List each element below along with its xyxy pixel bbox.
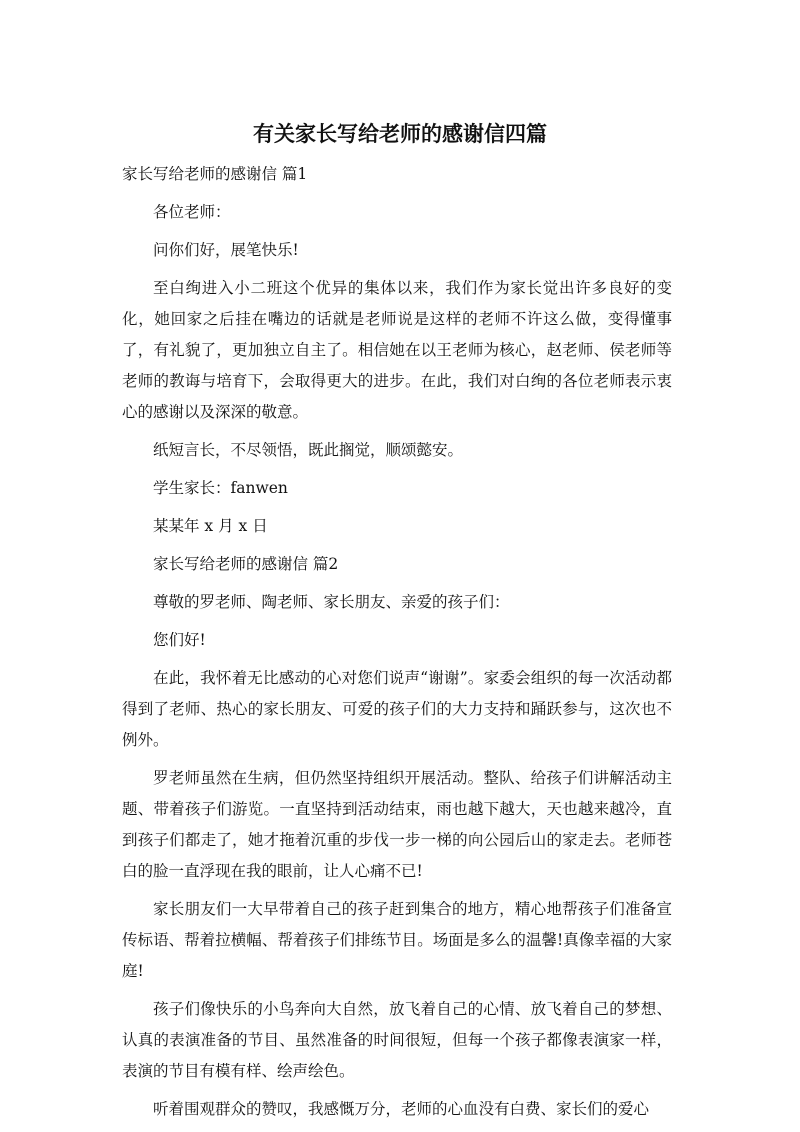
paragraph-date: 某某年 x 月 x 日 bbox=[153, 517, 268, 535]
paragraph-body: 孩子们像快乐的小鸟奔向大自然，放飞着自己的心情、放飞着自己的梦想、认真的表演准备的节目、虽然准备的时间很短，但每一个孩子都像表演家一样，表演的节目有模有样、绘声绘色。 bbox=[122, 1000, 672, 1080]
document-title: 有关家长写给老师的感谢信四篇 bbox=[253, 122, 547, 146]
document-body bbox=[122, 159, 672, 1132]
section-heading-1: 家长写给老师的感谢信 篇1 bbox=[122, 165, 308, 183]
paragraph-closing: 纸短言长，不尽领悟，既此搁觉，顺颂懿安。 bbox=[153, 441, 464, 459]
paragraph-body: 家长朋友们一大早带着自己的孩子赶到集合的地方，精心地帮孩子们准备宣传标语、帮着拉横幅、帮着孩子们排练节目。场面是多么的温馨!真像幸福的大家庭! bbox=[122, 900, 672, 980]
paragraph-body: 听着围观群众的赞叹，我感慨万分，老师的心血没有白费、家长们的爱心 bbox=[153, 1100, 650, 1118]
paragraph-body: 至白绚进入小二班这个优异的集体以来，我们作为家长觉出许多良好的变化，她回家之后挂在嘴边的话就是老师说是这样的老师不许这么做，变得懂事了，有礼貌了，更加独立自主了。相信她在以王老师为核心，赵老师、侯老师等老师的教诲与培育下，会取得更大的进步。在此，我们对白绚的各位老师表示衷心的感谢以及深深的敬意。 bbox=[122, 279, 672, 421]
section-heading-2: 家长写给老师的感谢信 篇2 bbox=[153, 555, 339, 573]
paragraph-greeting: 您们好! bbox=[153, 631, 206, 649]
paragraph-salutation: 各位老师： bbox=[153, 203, 231, 221]
paragraph-salutation: 尊敬的罗老师、陶老师、家长朋友、亲爱的孩子们： bbox=[153, 593, 510, 611]
paragraph-body: 在此，我怀着无比感动的心对您们说声“谢谢”。家委会组织的每一次活动都得到了老师、热心的家长朋友、可爱的孩子们的大力支持和踊跃参与，这次也不例外。 bbox=[122, 669, 672, 749]
paragraph-greeting: 问你们好，展笔快乐! bbox=[153, 241, 299, 259]
paragraph-signature: 学生家长：fanwen bbox=[153, 479, 288, 497]
paragraph-body: 罗老师虽然在生病，但仍然坚持组织开展活动。整队、给孩子们讲解活动主题、带着孩子们游览。一直坚持到活动结束，雨也越下越大，天也越来越冷，直到孩子们都走了，她才拖着沉重的步伐一步一梯的向公园后山的家走去。老师苍白的脸一直浮现在我的眼前，让人心痛不已! bbox=[122, 769, 672, 880]
